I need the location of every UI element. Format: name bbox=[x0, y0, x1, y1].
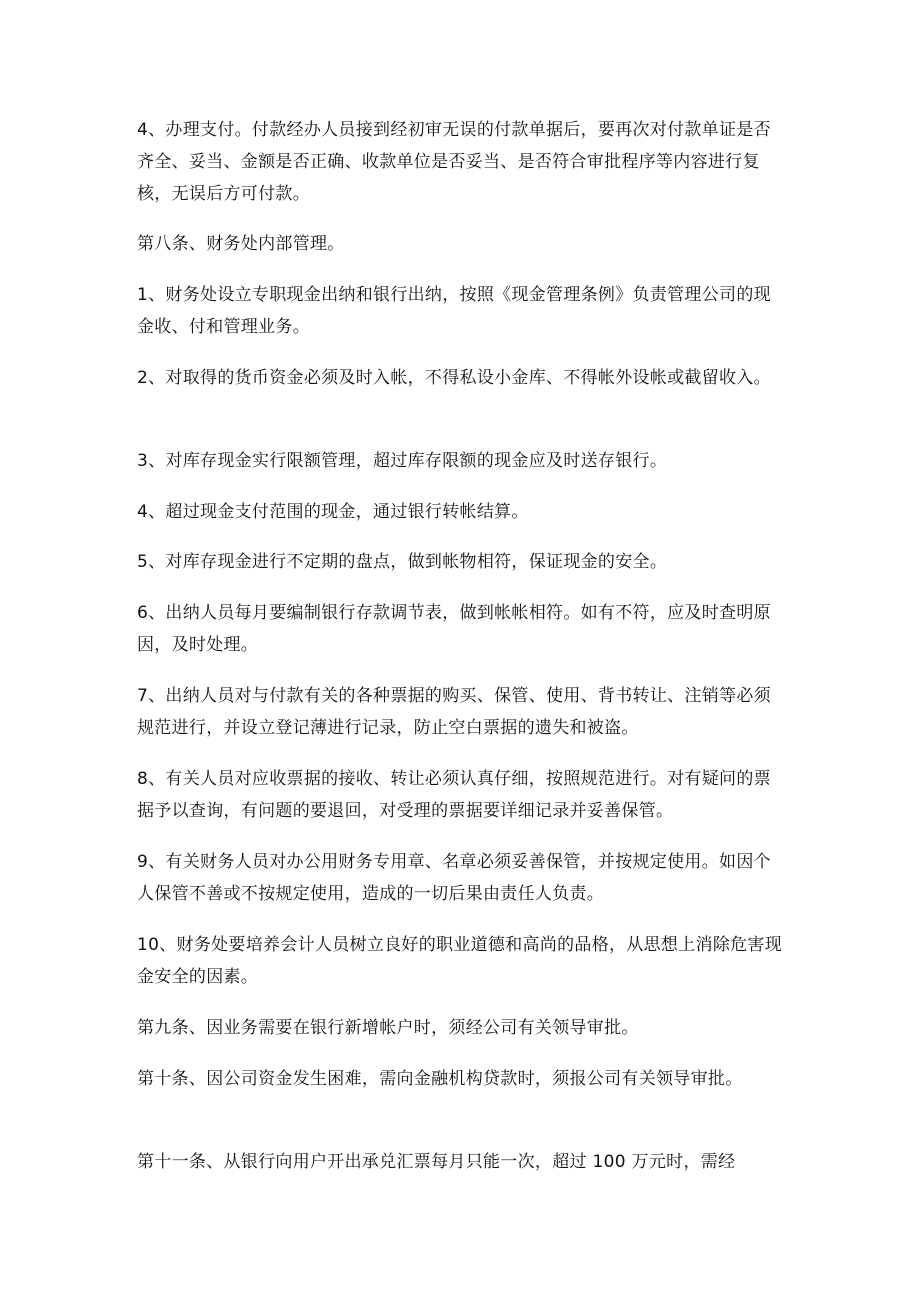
paragraph-item-9: 9、有关财务人员对办公用财务专用章、名章必须妥善保管，并按规定使用。如因个人保管不善或不按规定使用，造成的一切后果由责任人负责。 bbox=[137, 852, 771, 904]
paragraph-item-1: 1、财务处设立专职现金出纳和银行出纳，按照《现金管理条例》负责管理公司的现金收、付和管理业务。 bbox=[137, 285, 771, 337]
paragraph-item-8: 8、有关人员对应收票据的接收、转让必须认真仔细，按照规范进行。对有疑问的票据予以查询，有问题的要退回，对受理的票据要详细记录并妥善保管。 bbox=[137, 769, 771, 821]
paragraph-item-3: 3、对库存现金实行限额管理，超过库存限额的现金应及时送存银行。 bbox=[137, 451, 668, 471]
article-9-paragraph: 第九条、因业务需要在银行新增帐户时，须经公司有关领导审批。 bbox=[137, 1018, 639, 1038]
article-11-paragraph: 第十一条、从银行向用户开出承兑汇票每月只能一次，超过 100 万元时，需经 bbox=[137, 1152, 736, 1172]
article-10-paragraph: 第十条、因公司资金发生困难，需向金融机构贷款时，须报公司有关领导审批。 bbox=[137, 1069, 743, 1089]
paragraph-item-10: 10、财务处要培养会计人员树立良好的职业道德和高尚的品格，从思想上消除危害现金安全的因素。 bbox=[137, 935, 783, 987]
paragraph-item-6: 6、出纳人员每月要编制银行存款调节表，做到帐帐相符。如有不符，应及时查明原因，及时处理。 bbox=[137, 603, 771, 655]
paragraph-item-4: 4、超过现金支付范围的现金，通过银行转帐结算。 bbox=[137, 502, 529, 522]
paragraph-item-5: 5、对库存现金进行不定期的盘点，做到帐物相符，保证现金的安全。 bbox=[137, 552, 668, 572]
article-8-heading: 第八条、财务处内部管理。 bbox=[137, 234, 345, 254]
paragraph-payment-processing: 4、办理支付。付款经办人员接到经初审无误的付款单据后，要再次对付款单证是否齐全、妥当、金额是否正确、收款单位是否妥当、是否符合审批程序等内容进行复核，无误后方可付款。 bbox=[137, 120, 771, 204]
paragraph-item-2: 2、对取得的货币资金必须及时入帐，不得私设小金库、不得帐外设帐或截留收入。 bbox=[137, 368, 771, 388]
paragraph-item-7: 7、出纳人员对与付款有关的各种票据的购买、保管、使用、背书转让、注销等必须规范进行，并设立登记薄进行记录，防止空白票据的遗失和被盗。 bbox=[137, 686, 771, 738]
